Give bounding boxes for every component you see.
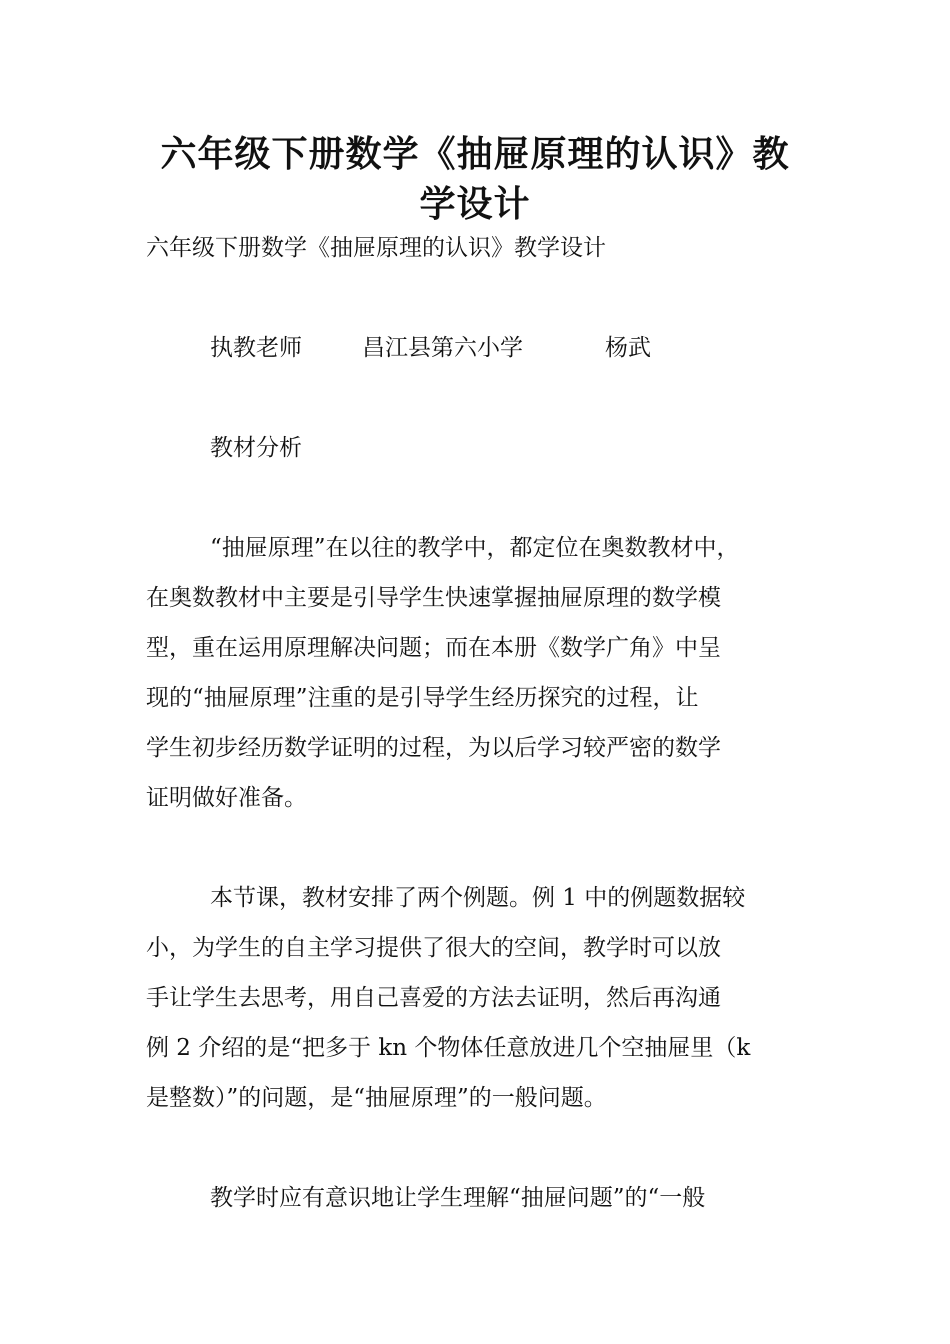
paragraph-line: 教学时应有意识地让学生理解“抽屉问题”的“一般 (210, 1185, 706, 1211)
teacher-label: 执教老师 (210, 335, 302, 361)
document-title-line1: 六年级下册数学《抽屉原理的认识》教 (160, 134, 790, 175)
paragraph-line: 本节课，教材安排了两个例题。例 1 中的例题数据较 (210, 885, 746, 911)
paragraph-line: 是整数）”的问题，是“抽屉原理”的一般问题。 (146, 1085, 607, 1111)
paragraph-line: 现的“抽屉原理”注重的是引导学生经历探究的过程，让 (146, 685, 699, 711)
teacher-name: 杨武 (605, 335, 651, 361)
paragraph-line: 例 2 介绍的是“把多于 kn 个物体任意放进几个空抽屉里（k (146, 1035, 751, 1061)
section-heading: 教材分析 (210, 435, 302, 461)
paragraph-line: 型，重在运用原理解决问题；而在本册《数学广角》中呈 (146, 635, 721, 661)
paragraph-line: 在奥数教材中主要是引导学生快速掌握抽屉原理的数学模 (146, 585, 721, 611)
paragraph-line: 证明做好准备。 (146, 785, 307, 811)
paragraph-line: 手让学生去思考，用自己喜爱的方法去证明，然后再沟通 (146, 985, 721, 1011)
paragraph-line: “抽屉原理”在以往的教学中，都定位在奥数教材中， (210, 535, 740, 561)
school-name: 昌江县第六小学 (362, 335, 523, 361)
paragraph-line: 小，为学生的自主学习提供了很大的空间，教学时可以放 (146, 935, 721, 961)
paragraph-line: 学生初步经历数学证明的过程，为以后学习较严密的数学 (146, 735, 721, 761)
document-title-line2: 学设计 (419, 184, 531, 225)
document-subtitle: 六年级下册数学《抽屉原理的认识》教学设计 (146, 235, 606, 261)
